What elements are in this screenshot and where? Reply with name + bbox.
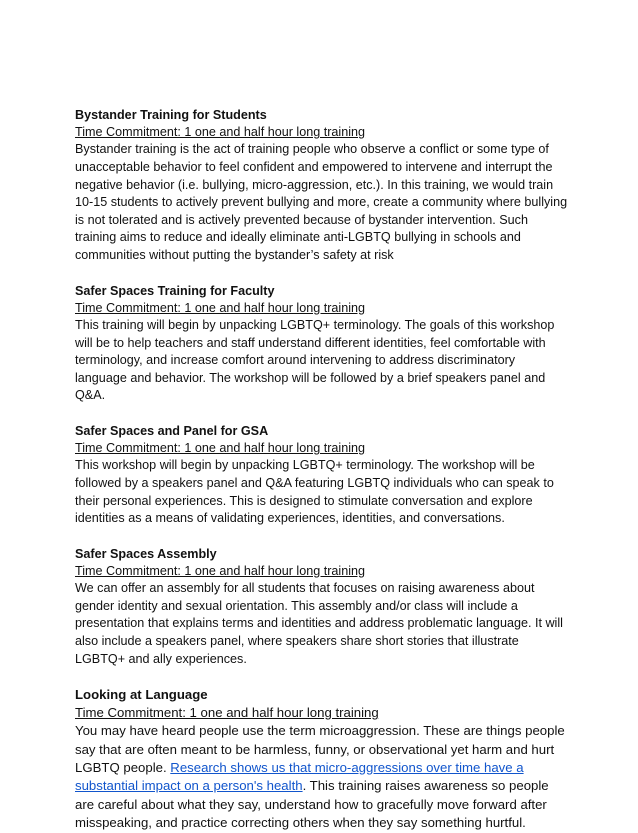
research-link[interactable]: Research shows us that micro-aggressions over time have a substantial impact on a person's health [75, 759, 524, 794]
section-title: Safer Spaces Training for Faculty [75, 283, 275, 298]
body-text-before-link: You may have heard people use the term microaggression. These are things people say that are often meant to be harmless, funny, or observational yet harm and hurt LGBTQ people. [75, 723, 565, 775]
section-bystander-training [75, 107, 568, 265]
section-safer-spaces-faculty [75, 283, 568, 405]
time-commitment: Time Commitment: 1 one and half hour long training [75, 705, 379, 721]
section-title: Safer Spaces and Panel for GSA [75, 423, 269, 438]
time-commitment: Time Commitment: 1 one and half hour long training [75, 563, 366, 578]
section-body: We can offer an assembly for all students that focuses on raising awareness about gender identity and sexual orientation. This assembly and/or class will include a presentation that explains terms and identities and address problematic language. It will also include a speakers panel, where speakers share short stories that illustrate LGBTQ+ and ally experiences. [75, 581, 563, 666]
section-safer-spaces-gsa [75, 423, 568, 528]
time-commitment: Time Commitment: 1 one and half hour long training [75, 125, 366, 140]
section-body: This workshop will begin by unpacking LGBTQ+ terminology. The workshop will be followed by a speakers panel and Q&A featuring LGBTQ individuals who can speak to their personal experiences. This is designed to stimulate conversation and explore identities as a means of validating experiences, identities, and conversations. [75, 458, 554, 526]
section-body: Bystander training is the act of training people who observe a conflict or some type of unacceptable behavior to feel confident and empowered to intervene and interrupt the negative behavior (i.e. bullying, micro-aggression, etc.). In this training, we would train 10-15 students to actively prevent bullying and more, create a community where bullying is not tolerated and is actively prevented because of bystander intervention. Such training aims to reduce and ideally eliminate anti-LGBTQ bullying in schools and communities without putting the bystander’s safety at risk [75, 142, 568, 262]
section-body [75, 722, 568, 832]
body-text-after-link: . This training raises awareness so people are careful about what they say, understand how to gracefully move forward after misspeaking, and practice correcting others when they say something hurtful. [75, 778, 549, 831]
section-body: This training will begin by unpacking LGBTQ+ terminology. The goals of this workshop will be to help teachers and staff understand different identities, feel comfortable with terminology, and increase comfort around intervening to address discriminatory language and behavior. The workshop will be followed by a brief speakers panel and Q&A. [75, 317, 555, 403]
time-commitment: Time Commitment: 1 one and half hour long training [75, 441, 366, 456]
section-looking-at-language [75, 686, 568, 832]
section-safer-spaces-assembly [75, 546, 568, 668]
section-title: Bystander Training for Students [75, 108, 267, 122]
section-title: Safer Spaces Assembly [75, 546, 217, 561]
time-commitment: Time Commitment: 1 one and half hour long training [75, 300, 366, 315]
section-title: Looking at Language [75, 687, 208, 703]
